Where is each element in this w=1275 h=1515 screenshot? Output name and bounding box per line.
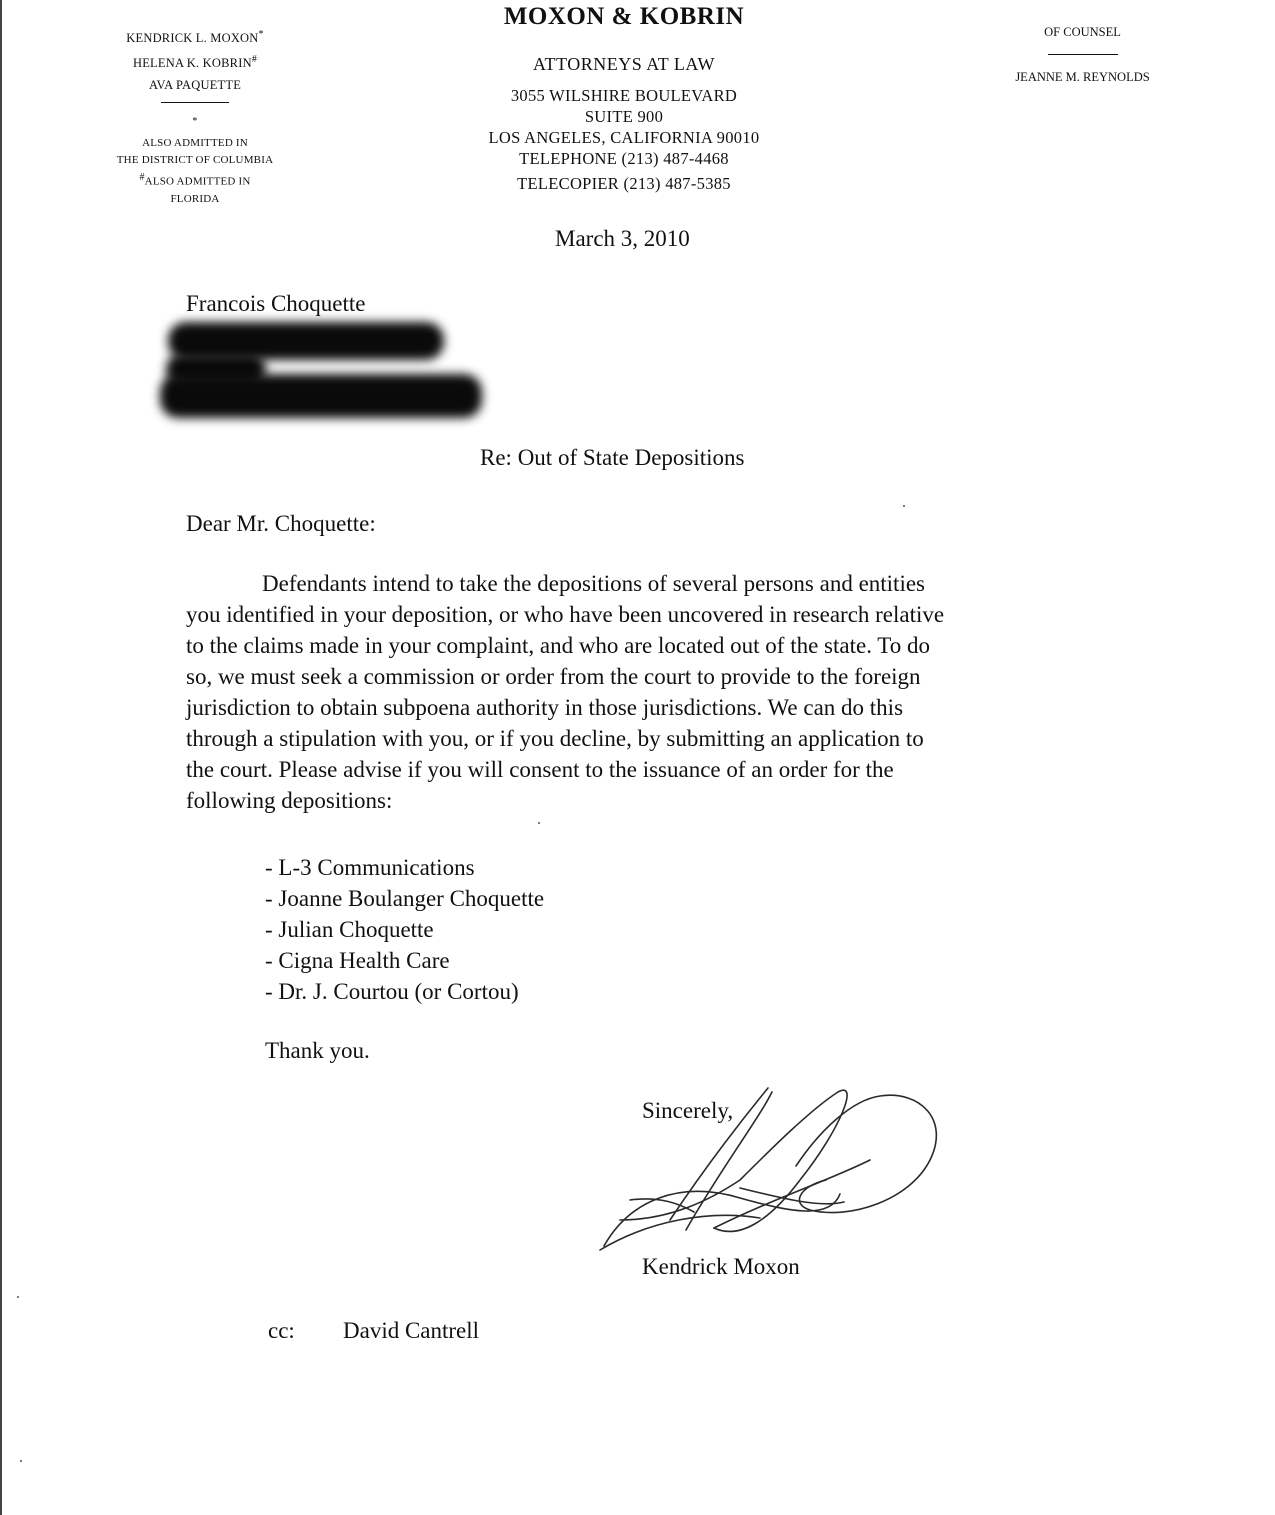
- deposition-item: - Dr. J. Courtou (or Cortou): [265, 979, 519, 1004]
- body-line: jurisdiction to obtain subpoena authority in those jurisdictions. We can do this: [186, 695, 904, 720]
- deposition-list: [265, 852, 544, 1007]
- closing-sincerely: Sincerely,: [642, 1098, 734, 1123]
- admission-note: #ALSO ADMITTED IN FLORIDA: [139, 171, 251, 205]
- address-telephone: TELEPHONE (213) 487-4468: [519, 149, 729, 168]
- address-telecopier: TELECOPIER (213) 487-5385: [517, 174, 731, 193]
- counsel-divider: [1048, 54, 1118, 55]
- body-line: the court. Please advise if you will consent to the issuance of an order for the: [186, 757, 894, 782]
- counsel-name: JEANNE M. REYNOLDS: [1015, 70, 1150, 84]
- admission-note: * ALSO ADMITTED IN THE DISTRICT OF COLUMBIA: [116, 116, 274, 166]
- partner-name: AVA PAQUETTE: [148, 78, 242, 93]
- recipient-name: Francois Choquette: [186, 291, 366, 316]
- address-city: LOS ANGELES, CALIFORNIA 90010: [488, 128, 760, 147]
- partners-block: [100, 24, 290, 208]
- scan-speck: [903, 505, 905, 507]
- scan-edge: [0, 0, 2, 1515]
- firm-name: MOXON & KOBRIN: [503, 3, 745, 30]
- partner-name: KENDRICK L. MOXON*: [126, 29, 264, 46]
- scan-speck: [17, 1296, 19, 1298]
- counsel-block: [995, 22, 1170, 87]
- scan-speck: [20, 1460, 22, 1462]
- firm-subtitle: ATTORNEYS AT LAW: [533, 54, 715, 74]
- deposition-item: - Julian Choquette: [265, 917, 434, 942]
- subject-line: Re: Out of State Depositions: [480, 445, 745, 470]
- firm-block: [424, 2, 824, 194]
- cc-label: cc:: [268, 1318, 295, 1343]
- partners-divider: [161, 102, 229, 103]
- body-line: to the claims made in your complaint, and who are located out of the state. To do: [186, 633, 930, 658]
- letter-body: [186, 568, 1086, 816]
- body-line: through a stipulation with you, or if you decline, by submitting an application to: [186, 726, 924, 751]
- deposition-item: - Joanne Boulanger Choquette: [265, 886, 545, 911]
- handwritten-signature: [590, 1070, 950, 1260]
- cc-name: David Cantrell: [343, 1318, 480, 1343]
- salutation: Dear Mr. Choquette:: [186, 511, 376, 536]
- address-street: 3055 WILSHIRE BOULEVARD: [510, 86, 738, 105]
- partner-name: HELENA K. KOBRIN#: [132, 54, 258, 71]
- body-line: Defendants intend to take the depositions of several persons and entities: [262, 571, 925, 596]
- scan-speck: [538, 822, 540, 824]
- signer-name: Kendrick Moxon: [642, 1254, 800, 1279]
- body-line: so, we must seek a commission or order from the court to provide to the foreign: [186, 664, 921, 689]
- firm-address: [424, 85, 824, 194]
- body-line: you identified in your deposition, or who have been uncovered in research relative: [186, 602, 945, 627]
- deposition-item: - L-3 Communications: [265, 855, 475, 880]
- deposition-item: - Cigna Health Care: [265, 948, 450, 973]
- redacted-address-line-3: [160, 374, 482, 418]
- closing-thanks: Thank you.: [265, 1038, 370, 1063]
- body-line: following depositions:: [186, 788, 393, 813]
- address-suite: SUITE 900: [584, 107, 664, 126]
- counsel-label: OF COUNSEL: [1044, 25, 1121, 39]
- letter-date: March 3, 2010: [555, 226, 690, 251]
